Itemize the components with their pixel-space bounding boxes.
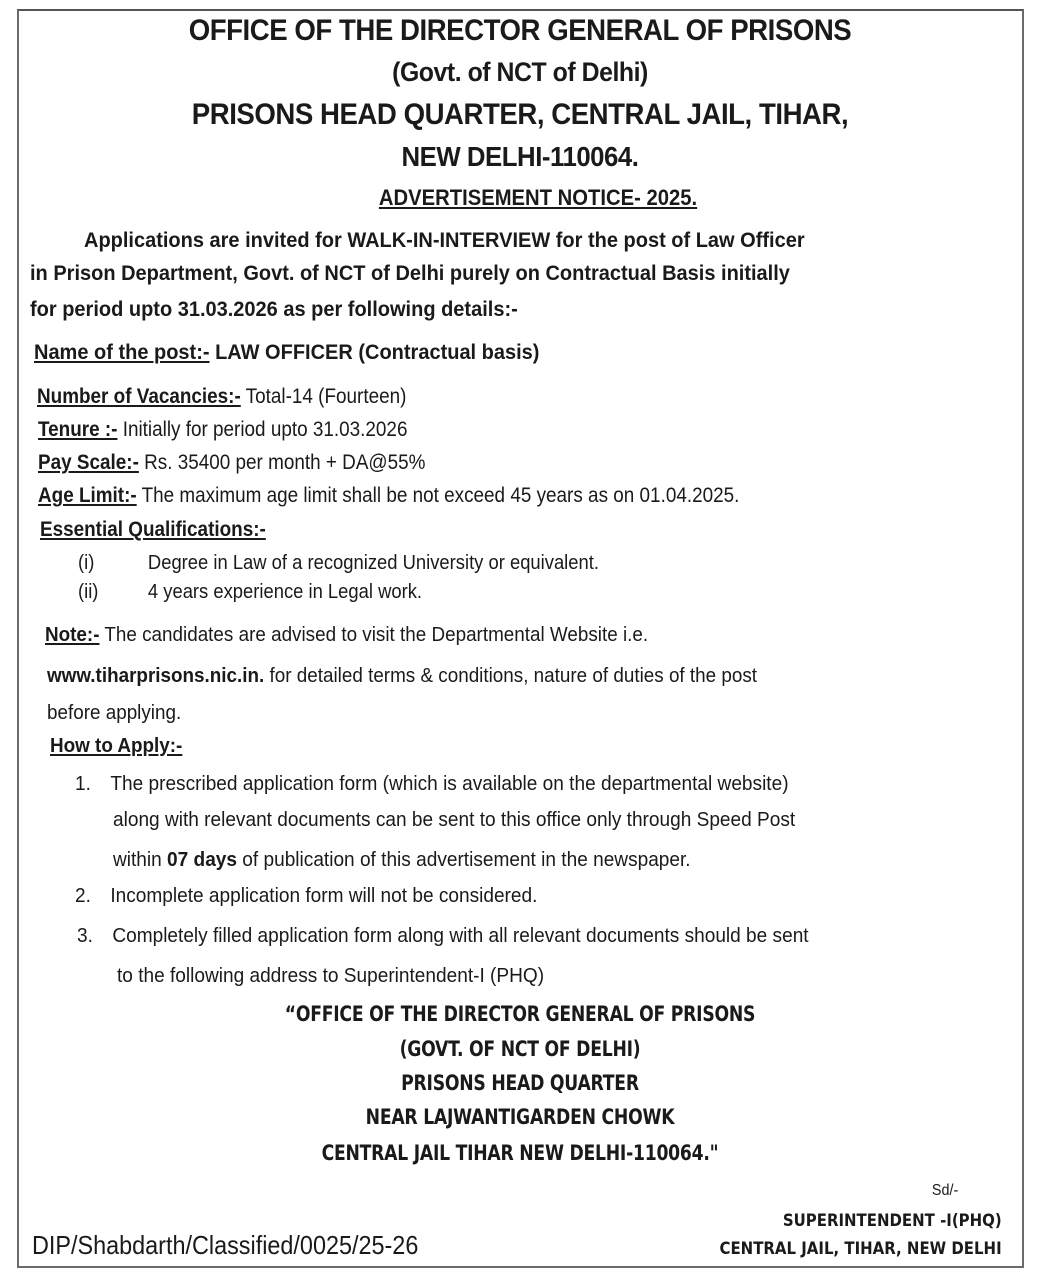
post-name-value: LAW OFFICER (Contractual basis) [209,340,540,364]
website-link[interactable]: www.tiharprisons.nic.in. [47,664,265,687]
apply-item-3-line-1 [77,924,809,948]
apply-item-3-line-2: to the following address to Superintendent-I (PHQ) [117,964,545,987]
apply-item-1-line-3 [113,848,691,872]
apply-item-number: 3. [77,924,93,947]
apply-deadline: 07 days [167,848,238,871]
apply-item-text: The prescribed application form (which is available on the departmental website) [110,772,789,795]
header-office-title: OFFICE OF THE DIRECTOR GENERAL OF PRISONS [188,14,852,47]
how-to-apply-heading [50,734,182,758]
header-city: NEW DELHI-110064. [401,141,639,172]
qualifications-heading [40,518,266,542]
qualifications-label: Essential Qualifications:- [40,518,266,541]
address-line-5: CENTRAL JAIL TIHAR NEW DELHI-110064." [321,1141,719,1165]
intro-line-2: in Prison Department, Govt. of NCT of Delhi purely on Contractual Basis initially [30,261,790,285]
address-line-4: NEAR LAJWANTIGARDEN CHOWK [365,1105,675,1129]
apply-item-1-line-2: along with relevant documents can be sent to this office only through Speed Post [113,808,796,831]
qualification-number: (ii) [78,581,99,603]
apply-item-1-line-1 [75,772,789,796]
tenure-value: Initially for period upto 31.03.2026 [117,418,408,441]
note-text: The candidates are advised to visit the Departmental Website i.e. [99,623,649,646]
reference-number: DIP/Shabdarth/Classified/0025/25-26 [32,1230,419,1260]
address-line-3: PRISONS HEAD QUARTER [401,1071,639,1095]
apply-item-text: of publication of this advertisement in the newspaper. [237,848,691,871]
header-govt: (Govt. of NCT of Delhi) [392,57,648,87]
note-label: Note:- [45,623,100,646]
qualification-number: (i) [78,552,95,574]
post-name [34,340,539,365]
pay-scale [38,451,425,475]
note-text: for detailed terms & conditions, nature of duties of the post [264,664,758,687]
note-line-2 [47,664,757,688]
notice-title: ADVERTISEMENT NOTICE- 2025. [378,185,698,210]
age-limit-value: The maximum age limit shall be not exceed 45 years as on 01.04.2025. [136,484,740,507]
intro-line-1: Applications are invited for WALK-IN-INTERVIEW for the post of Law Officer [84,228,805,252]
apply-item-number: 1. [75,772,91,795]
vacancies-label: Number of Vacancies:- [37,385,241,408]
signature-title: SUPERINTENDENT -I(PHQ) [783,1211,1002,1231]
tenure-label: Tenure :- [38,418,118,441]
qualification-item [78,552,599,575]
vacancies [37,385,406,409]
header-address: PRISONS HEAD QUARTER, CENTRAL JAIL, TIHAR, [191,98,849,131]
vacancies-value: Total-14 (Fourteen) [240,385,407,408]
apply-item-text: Completely filled application form along with all relevant documents should be sent [112,924,809,947]
qualification-text: Degree in Law of a recognized University or equivalent. [147,552,599,574]
qualification-item [78,581,422,604]
age-limit [38,484,739,508]
intro-line-3: for period upto 31.03.2026 as per following details:- [30,297,518,321]
signature-office: CENTRAL JAIL, TIHAR, NEW DELHI [719,1239,1002,1259]
qualification-text: 4 years experience in Legal work. [147,581,423,603]
apply-item-text: Incomplete application form will not be considered. [110,884,538,907]
note-line-3: before applying. [47,701,182,724]
apply-item-number: 2. [75,884,91,907]
pay-scale-value: Rs. 35400 per month + DA@55% [138,451,426,474]
post-name-label: Name of the post:- [34,340,210,364]
how-to-apply-label: How to Apply:- [50,734,183,757]
apply-item-text: within [113,848,168,871]
note-line-1 [45,623,648,647]
address-line-2: (GOVT. OF NCT OF DELHI) [399,1037,641,1061]
tenure [38,418,407,442]
apply-item-2 [75,884,537,908]
age-limit-label: Age Limit:- [38,484,137,507]
pay-scale-label: Pay Scale:- [38,451,139,474]
signature-sd: Sd/- [931,1182,958,1199]
address-line-1: “OFFICE OF THE DIRECTOR GENERAL OF PRISONS [284,1002,756,1026]
